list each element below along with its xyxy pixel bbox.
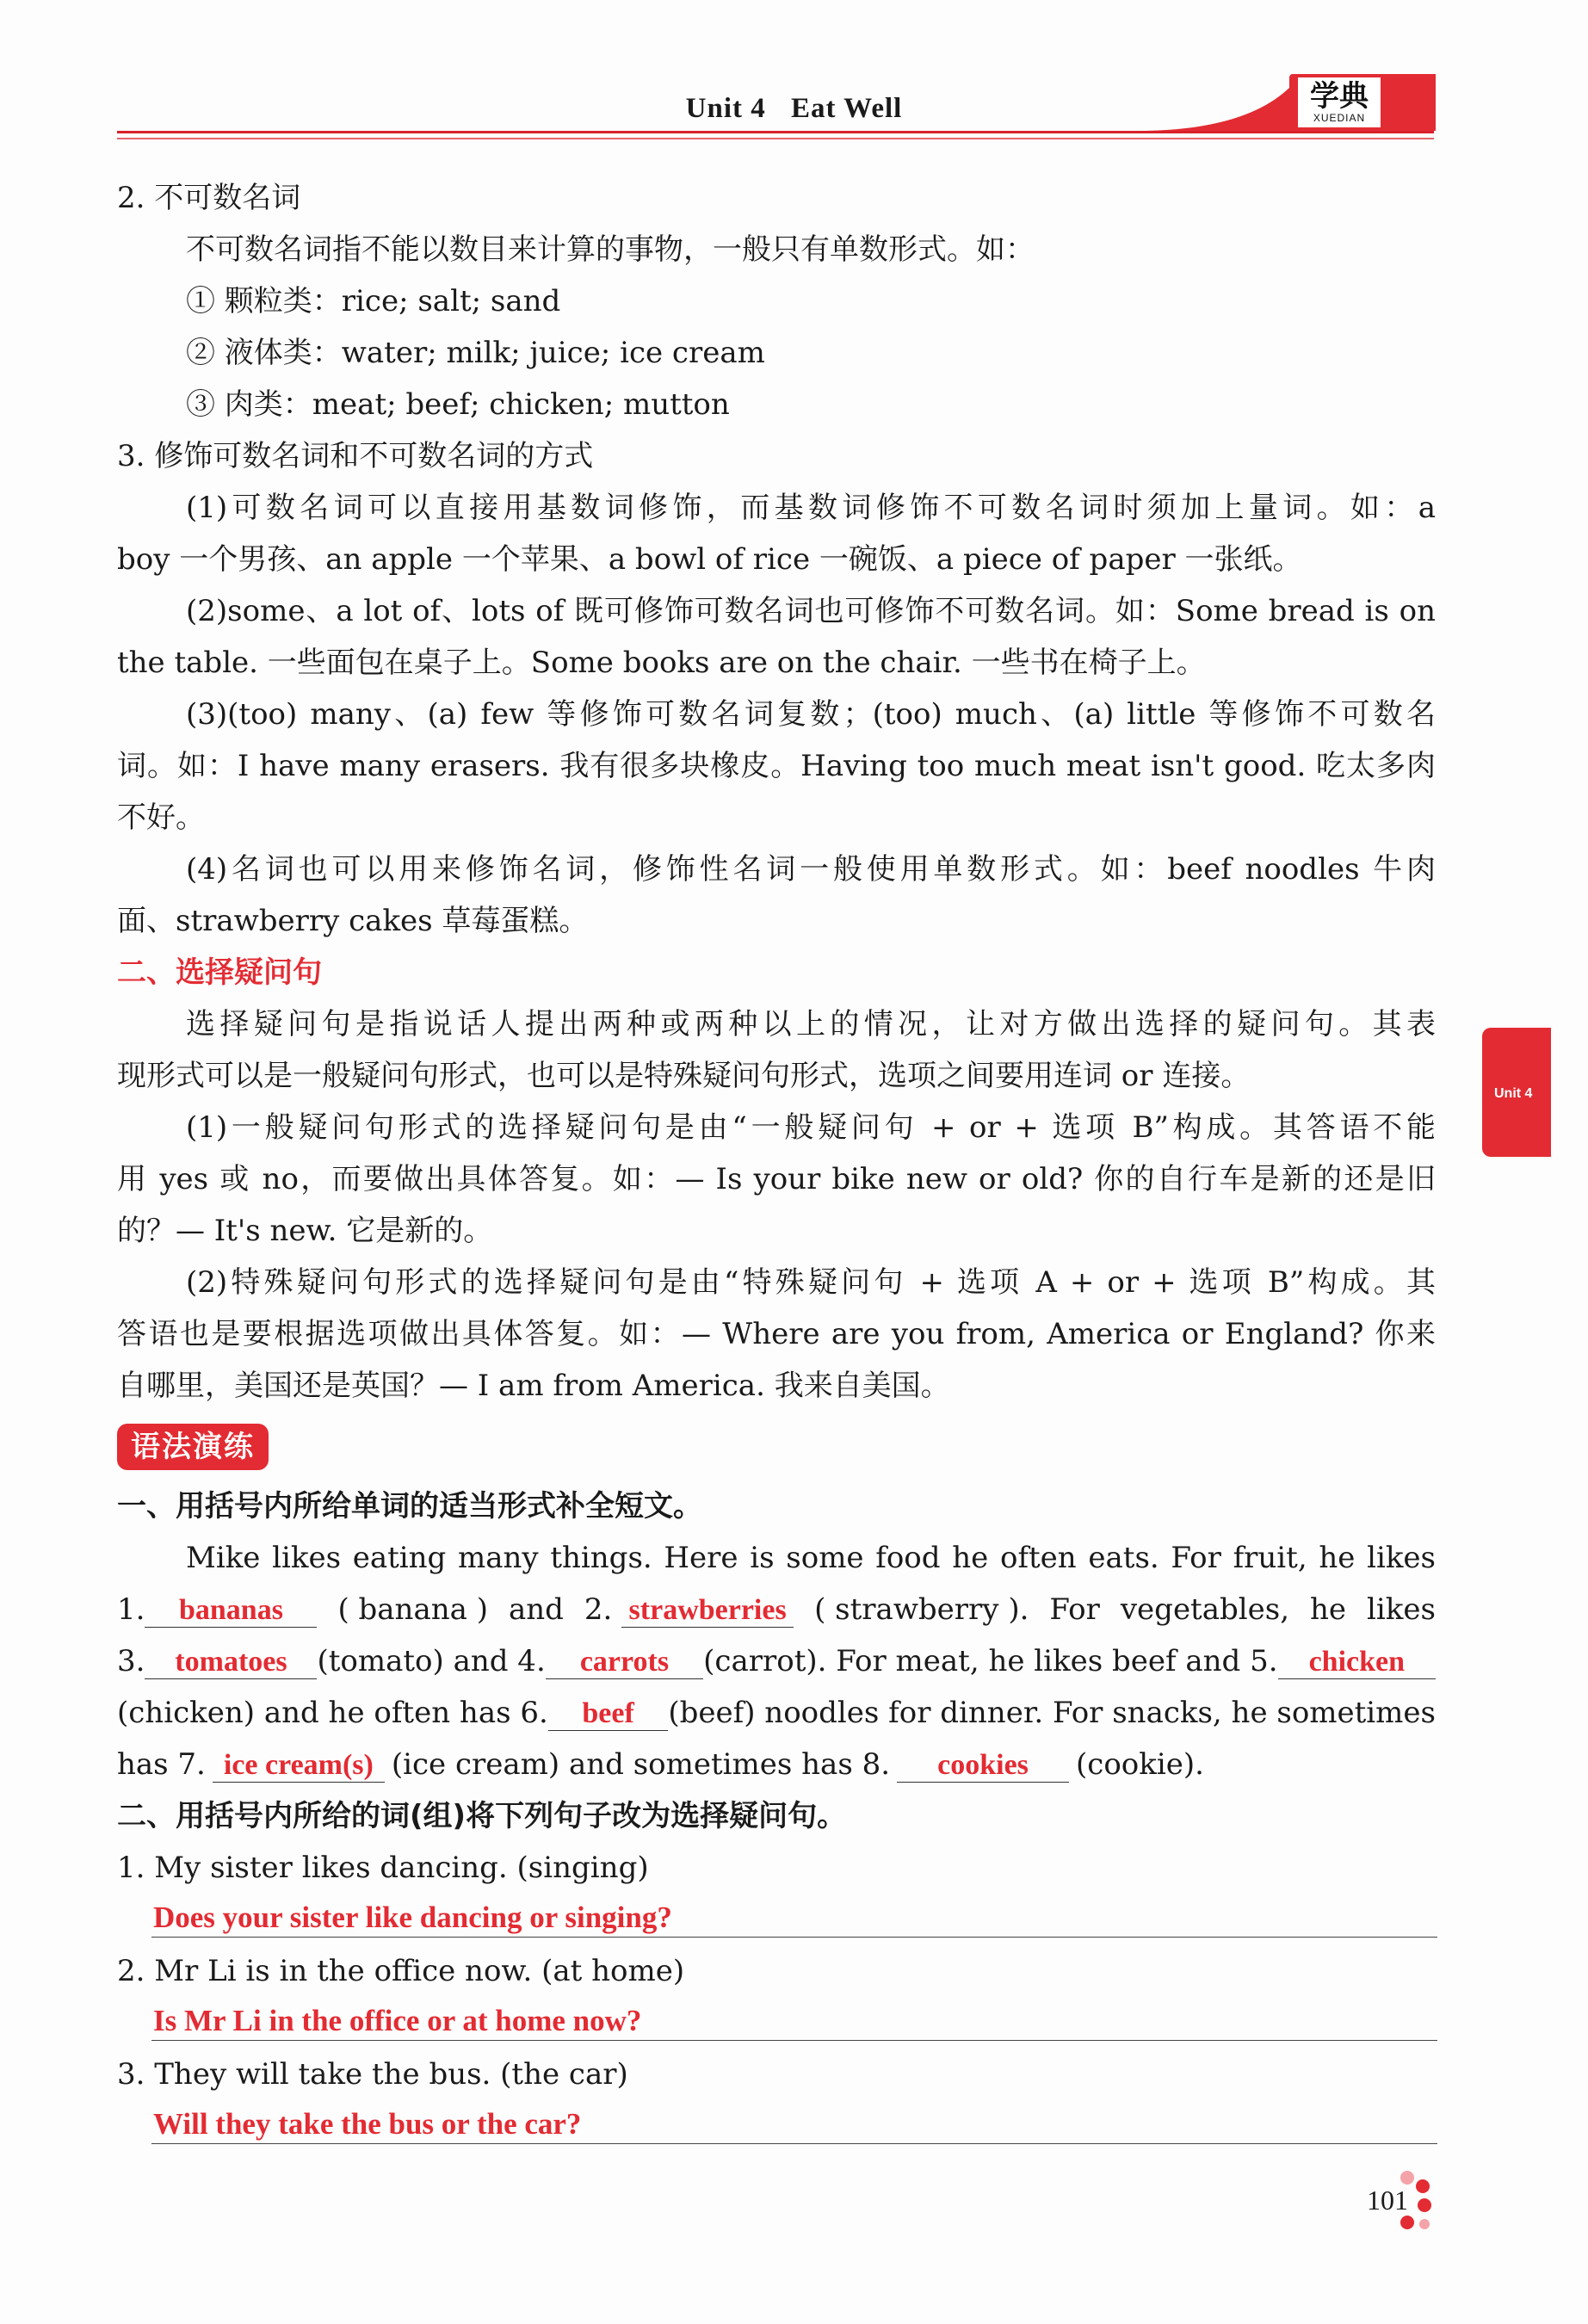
exercise-2-answer-2[interactable]: Is Mr Li in the office or at home now? bbox=[151, 2002, 1437, 2041]
modifiers-1a: (1)可数名词可以直接用基数词修饰，而基数词修饰不可数名词时须加上量词。如：a bbox=[186, 491, 1436, 525]
logo-english: XUEDIAN bbox=[1313, 112, 1366, 124]
blank-num-1: 1. bbox=[117, 1592, 145, 1627]
exercise-1-title: 一、用括号内所给单词的适当形式补全短文。 bbox=[117, 1489, 702, 1524]
hint-1: ( banana ) bbox=[337, 1592, 488, 1627]
answer-blank-5[interactable]: chicken bbox=[1278, 1646, 1436, 1679]
header-rule-thin bbox=[117, 138, 1434, 139]
practice-badge: 语法演练 bbox=[117, 1424, 269, 1470]
hint-6: (beef) noodles for dinner. For snacks, he sometimes bbox=[668, 1696, 1436, 1730]
uncountable-item-3: ③ 肉类：meat; beef; chicken; mutton bbox=[186, 387, 730, 422]
modifiers-4b: 面、strawberry cakes 草莓蛋糕。 bbox=[117, 904, 589, 938]
decorative-dots-icon bbox=[1390, 2169, 1442, 2238]
hint-7: has 7. bbox=[117, 1747, 206, 1782]
answer-blank-3[interactable]: tomatoes bbox=[145, 1646, 317, 1679]
text-he: he bbox=[1310, 1592, 1347, 1627]
text-for: For bbox=[1049, 1592, 1100, 1627]
hint-2: ( strawberry ). bbox=[814, 1592, 1029, 1627]
text-vegetables: vegetables, bbox=[1120, 1592, 1290, 1627]
modifiers-1b: boy 一个男孩、an apple 一个苹果、a bowl of rice 一碗饭、a piece of paper 一张纸。 bbox=[117, 542, 1302, 577]
hint-3: (tomato) and 4. bbox=[317, 1644, 546, 1678]
section-title-alternative-questions: 二、选择疑问句 bbox=[117, 955, 322, 990]
unit-title: Eat Well bbox=[791, 93, 903, 124]
uncountable-item-2: ② 液体类：water; milk; juice; ice cream bbox=[186, 336, 765, 370]
modifiers-2a: (2)some、a lot of、lots of 既可修饰可数名词也可修饰不可数名词。如：Some bread is on bbox=[186, 594, 1436, 628]
hint-9: (cookie). bbox=[1076, 1747, 1204, 1782]
exercise-2-answer-1[interactable]: Does your sister like dancing or singing? bbox=[151, 1899, 1437, 1938]
unit-label: Unit 4 bbox=[685, 93, 766, 124]
blank-num-2: 2. bbox=[584, 1592, 613, 1627]
exercise-1-line-2 bbox=[117, 1591, 1436, 1629]
answer-blank-7[interactable]: ice cream(s) bbox=[213, 1749, 385, 1783]
section-title-modifiers: 3. 修饰可数名词和不可数名词的方式 bbox=[117, 439, 594, 473]
exercise-2-question-1: 1. My sister likes dancing. (singing) bbox=[117, 1851, 649, 1885]
unit-side-tab-label: Unit 4 bbox=[1494, 1086, 1533, 1101]
text-likes: likes bbox=[1367, 1592, 1436, 1627]
exercise-2-answer-3[interactable]: Will they take the bus or the car? bbox=[151, 2105, 1437, 2144]
modifiers-3c: 不好。 bbox=[117, 800, 205, 835]
alt-1b: 用 yes 或 no，而要做出具体答复。如：— Is your bike new or old? 你的自行车是新的还是旧 bbox=[117, 1162, 1436, 1196]
uncountable-desc: 不可数名词指不能以数目来计算的事物，一般只有单数形式。如： bbox=[186, 232, 1035, 267]
blank-num-3: 3. bbox=[117, 1644, 145, 1678]
modifiers-3b: 词。如：I have many erasers. 我有很多块橡皮。Having too much meat isn't good. 吃太多肉 bbox=[117, 749, 1436, 783]
exercise-2-title: 二、用括号内所给的词(组)将下列句子改为选择疑问句。 bbox=[117, 1799, 847, 1833]
alt-1c: 的？— It's new. 它是新的。 bbox=[117, 1214, 493, 1248]
answer-blank-4[interactable]: carrots bbox=[546, 1646, 703, 1679]
answer-blank-1[interactable]: bananas bbox=[145, 1594, 317, 1628]
exercise-1-line-4 bbox=[117, 1694, 1436, 1732]
exercise-2-question-2: 2. Mr Li is in the office now. (at home) bbox=[117, 1954, 685, 1988]
exercise-1-line-1: Mike likes eating many things. Here is some food he often eats. For fruit, he likes bbox=[186, 1541, 1436, 1575]
xuedian-logo bbox=[1298, 77, 1381, 127]
uncountable-item-1: ① 颗粒类：rice; salt; sand bbox=[186, 284, 561, 318]
page-number: 101 bbox=[1367, 2185, 1408, 2216]
hint-4: (carrot). For meat, he likes beef and 5. bbox=[703, 1644, 1278, 1678]
text-and: and bbox=[508, 1592, 564, 1627]
alt-desc-b: 现形式可以是一般疑问句形式，也可以是特殊疑问句形式，选项之间要用连词 or 连接。 bbox=[117, 1059, 1251, 1093]
exercise-1-line-3 bbox=[117, 1642, 1436, 1680]
alt-2b: 答语也是要根据选项做出具体答复。如：— Where are you from, America or England? 你来 bbox=[117, 1317, 1436, 1351]
answer-blank-6[interactable]: beef bbox=[548, 1697, 669, 1731]
answer-blank-2[interactable]: strawberries bbox=[621, 1594, 794, 1628]
modifiers-4a: (4)名词也可以用来修饰名词，修饰性名词一般使用单数形式。如：beef noodles 牛肉 bbox=[186, 852, 1436, 887]
modifiers-2b: the table. 一些面包在桌子上。Some books are on the chair. 一些书在椅子上。 bbox=[117, 646, 1206, 680]
hint-8: (ice cream) and sometimes has 8. bbox=[391, 1747, 891, 1782]
section-title-uncountable: 2. 不可数名词 bbox=[117, 181, 301, 215]
answer-blank-8[interactable]: cookies bbox=[897, 1749, 1069, 1783]
alt-desc-a: 选择疑问句是指说话人提出两种或两种以上的情况，让对方做出选择的疑问句。其表 bbox=[186, 1007, 1436, 1041]
logo-chinese: 学典 bbox=[1310, 79, 1369, 114]
hint-5: (chicken) and he often has 6. bbox=[117, 1696, 548, 1730]
modifiers-3a: (3)(too) many、(a) few 等修饰可数名词复数；(too) much、(a) little 等修饰不可数名 bbox=[186, 697, 1436, 732]
exercise-2-question-3: 3. They will take the bus. (the car) bbox=[117, 2057, 628, 2092]
alt-1a: (1)一般疑问句形式的选择疑问句是由“一般疑问句 + or + 选项 B”构成。其答语不能 bbox=[186, 1110, 1436, 1145]
alt-2c: 自哪里，美国还是英国？— I am from America. 我来自美国。 bbox=[117, 1369, 950, 1403]
exercise-1-line-5 bbox=[117, 1746, 1436, 1783]
alt-2a: (2)特殊疑问句形式的选择疑问句是由“特殊疑问句 + 选项 A + or + 选项 B”构成。其 bbox=[186, 1265, 1436, 1300]
header-rule bbox=[117, 131, 1434, 133]
